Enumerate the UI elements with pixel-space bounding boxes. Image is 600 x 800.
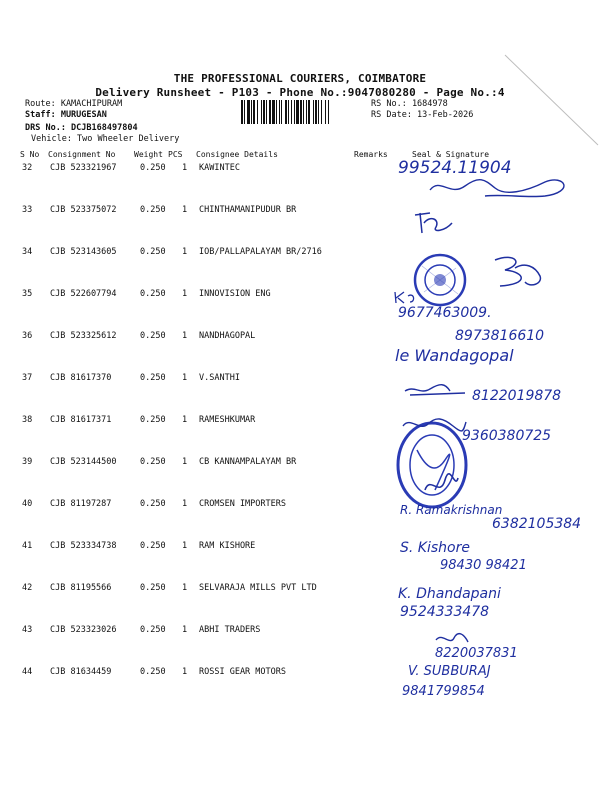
- row-sno: 41: [22, 541, 33, 551]
- row-pcs: 1: [182, 289, 188, 299]
- signature-phone: 8220037831: [435, 646, 518, 661]
- signature-phone: 6382105384: [492, 516, 582, 532]
- row-weight: 0.250: [140, 289, 166, 299]
- signature-name: le Wandagopal: [395, 346, 514, 365]
- drs-number: DRS No.: DCJB168497804: [25, 123, 138, 133]
- signature-name: V. SUBBURAJ: [408, 664, 491, 679]
- row-sno: 44: [22, 667, 33, 677]
- signature-name: S. Kishore: [400, 540, 470, 556]
- rs-date: RS Date: 13-Feb-2026: [371, 110, 474, 120]
- table-row: [0, 583, 600, 625]
- row-consignee: CB KANNAMPALAYAM BR: [199, 457, 297, 467]
- row-sno: 37: [22, 373, 33, 383]
- row-sno: 33: [22, 205, 33, 215]
- table-row: [0, 289, 600, 331]
- row-consignment: CJB 523323026: [50, 625, 117, 635]
- row-weight: 0.250: [140, 247, 166, 257]
- row-weight: 0.250: [140, 163, 166, 173]
- signature-phone: 9524333478: [400, 604, 490, 620]
- col-seal: Seal & Signature: [412, 150, 490, 159]
- rs-number: RS No.: 1684978: [371, 99, 448, 109]
- handwritten-signature: [398, 412, 468, 436]
- table-row: [0, 457, 600, 499]
- signature-phone: 9360380725: [462, 428, 552, 444]
- row-consignment: CJB 523334738: [50, 541, 117, 551]
- row-pcs: 1: [182, 457, 188, 467]
- handwritten-signature: [425, 172, 585, 202]
- table-row: [0, 205, 600, 247]
- row-sno: 43: [22, 625, 33, 635]
- row-consignee: NANDHAGOPAL: [199, 331, 256, 341]
- signature-phone: 9841799854: [402, 684, 485, 699]
- row-consignment: CJB 81195566: [50, 583, 112, 593]
- row-consignee: CROMSEN IMPORTERS: [199, 499, 286, 509]
- handwritten-signature: [485, 252, 555, 292]
- signature-phone: 9677463009.: [398, 305, 492, 321]
- col-sno: S No: [20, 150, 40, 159]
- route-text: Route: KAMACHIPURAM: [25, 99, 123, 109]
- row-consignee: ROSSI GEAR MOTORS: [199, 667, 286, 677]
- row-consignee: KAWINTEC: [199, 163, 240, 173]
- row-weight: 0.250: [140, 499, 166, 509]
- row-consignee: SELVARAJA MILLS PVT LTD: [199, 583, 317, 593]
- col-remarks: Remarks: [354, 150, 388, 159]
- row-weight: 0.250: [140, 331, 166, 341]
- row-consignment: CJB 523375072: [50, 205, 117, 215]
- row-sno: 36: [22, 331, 33, 341]
- row-weight: 0.250: [140, 457, 166, 467]
- row-consignee: CHINTHAMANIPUDUR BR: [199, 205, 297, 215]
- row-consignee: ABHI TRADERS: [199, 625, 261, 635]
- row-consignee: RAM KISHORE: [199, 541, 256, 551]
- row-pcs: 1: [182, 541, 188, 551]
- row-consignment: CJB 81634459: [50, 667, 112, 677]
- row-weight: 0.250: [140, 373, 166, 383]
- row-weight: 0.250: [140, 583, 166, 593]
- company-title: THE PROFESSIONAL COURIERS, COIMBATORE: [173, 72, 427, 85]
- handwritten-initials: [392, 288, 432, 306]
- signature-phone: 8122019878: [472, 388, 562, 404]
- row-pcs: 1: [182, 163, 188, 173]
- handwritten-signature: [410, 205, 460, 240]
- row-weight: 0.250: [140, 541, 166, 551]
- row-consignment: CJB 523321967: [50, 163, 117, 173]
- row-sno: 38: [22, 415, 33, 425]
- row-sno: 32: [22, 163, 33, 173]
- row-consignee: V.SANTHI: [199, 373, 240, 383]
- signature-phone: 98430 98421: [440, 558, 527, 573]
- row-weight: 0.250: [140, 205, 166, 215]
- col-weight: Weight: [134, 150, 163, 159]
- row-sno: 42: [22, 583, 33, 593]
- row-consignment: CJB 523144500: [50, 457, 117, 467]
- runsheet-subtitle: Delivery Runsheet - P103 - Phone No.:9047080280 - Page No.:4: [95, 86, 505, 99]
- table-row: [0, 667, 600, 709]
- row-pcs: 1: [182, 415, 188, 425]
- row-consignment: CJB 81617370: [50, 373, 112, 383]
- row-pcs: 1: [182, 205, 188, 215]
- row-weight: 0.250: [140, 625, 166, 635]
- signature-name: K. Dhandapani: [398, 586, 501, 602]
- row-sno: 39: [22, 457, 33, 467]
- row-pcs: 1: [182, 583, 188, 593]
- row-consignment: CJB 523143605: [50, 247, 117, 257]
- row-pcs: 1: [182, 499, 188, 509]
- row-consignee: IOB/PALLAPALAYAM BR/2716: [199, 247, 322, 257]
- row-pcs: 1: [182, 331, 188, 341]
- row-pcs: 1: [182, 667, 188, 677]
- col-consignment: Consignment No: [48, 150, 116, 159]
- col-consignee: Consignee Details: [196, 150, 278, 159]
- row-sno: 40: [22, 499, 33, 509]
- row-consignee: RAMESHKUMAR: [199, 415, 256, 425]
- row-consignment: CJB 522607794: [50, 289, 117, 299]
- row-sno: 34: [22, 247, 33, 257]
- row-pcs: 1: [182, 247, 188, 257]
- signature-phone: 99524.11904: [398, 158, 512, 178]
- vehicle-text: Vehicle: Two Wheeler Delivery: [31, 134, 180, 144]
- col-pcs: PCS: [168, 150, 183, 159]
- signature-name: R. Ramakrishnan: [400, 503, 503, 517]
- staff-text: Staff: MURUGESAN: [25, 110, 107, 120]
- row-pcs: 1: [182, 625, 188, 635]
- row-weight: 0.250: [140, 667, 166, 677]
- row-pcs: 1: [182, 373, 188, 383]
- row-consignment: CJB 523325612: [50, 331, 117, 341]
- signature-phone: 8973816610: [455, 328, 545, 344]
- row-consignment: CJB 81617371: [50, 415, 112, 425]
- scan-artifact-line: [500, 50, 600, 150]
- handwritten-signature: [400, 375, 470, 400]
- handwritten-signature: [420, 470, 460, 500]
- row-consignee: INNOVISION ENG: [199, 289, 271, 299]
- row-sno: 35: [22, 289, 33, 299]
- row-weight: 0.250: [140, 415, 166, 425]
- row-consignment: CJB 81197287: [50, 499, 112, 509]
- barcode-image: [240, 100, 367, 124]
